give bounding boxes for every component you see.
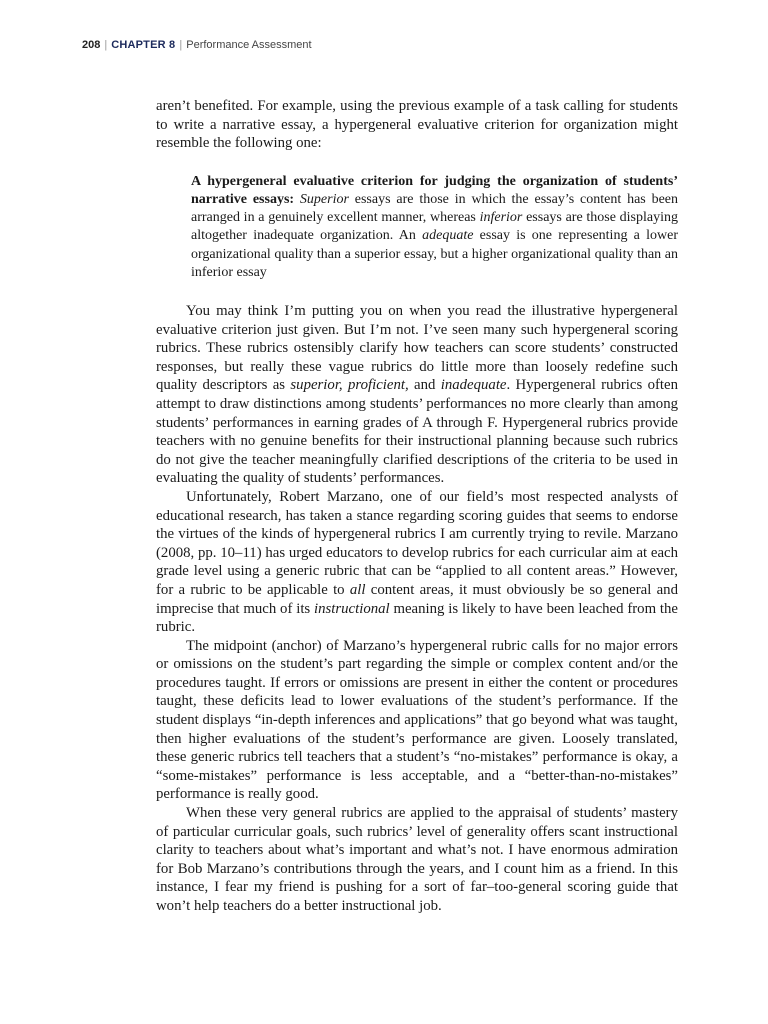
term-superior: Superior (299, 191, 349, 207)
running-head (82, 38, 312, 52)
extract-text-3: essay is one representing a lower organizational quality than a superior essay, but a higher organizational quality than an inferior essay (191, 228, 678, 280)
paragraph-text: The midpoint (anchor) of Marzano’s hypergeneral rubric calls for no major errors or omissions on the student’s part regarding the simple or complex content and/or the procedures taught. If errors or omissions are present in either the content or procedures taught, these deficits lead to lower evaluations of the student’s performance. If the student displays “in-depth inferences and applications” that go beyond what was taught, then higher evaluations of the student’s performance are given. Loosely translated, these generic rubrics tell teachers that a student’s “no-mistakes” performance is okay, a “some-mistakes” performance is less acceptable, and a “better-than-no-mistakes” performance is really good. (156, 637, 678, 803)
page-number: 208 (82, 39, 101, 51)
running-head-divider: | (104, 39, 108, 51)
italic-quality-descriptors: superior, proficient, (290, 377, 409, 394)
paragraph-marzano-stance (156, 488, 678, 637)
running-head-divider: | (179, 39, 183, 51)
paragraph-midpoint-anchor (156, 637, 678, 804)
extract-text-1: essays are those in which the essay’s content has been arranged in a genuinely excellent manner, whereas (191, 191, 679, 226)
extract-text-2: essays are those displaying altogether inadequate organization. An (191, 210, 678, 244)
rubric-example-extract (191, 173, 678, 282)
italic-all: all (349, 581, 366, 598)
intro-text: aren’t benefited. For example, using the previous example of a task calling for students to write a narrative essay, a hypergeneral evaluative criterion for organization might resemble the following one: (156, 98, 678, 152)
paragraph-text: meaning is likely to have been leached from the rubric. (156, 600, 678, 636)
italic-instructional: instructional (314, 600, 390, 617)
paragraph-text: Unfortunately, Robert Marzano, one of our field’s most respected analysts of educational research, has taken a stance regarding scoring guides that seems to endorse the virtues of the kinds of hypergeneral rubrics I am currently trying to revile. Marzano (2008, pp. 10–11) has urged educators to develop rubrics for each curricular aim at each grade level using a generic rubric that can be “applied to all content areas.” However, for a rubric to be applicable to (156, 488, 678, 598)
section-title: Performance Assessment (186, 39, 312, 51)
paragraph-hypergeneral-rubrics (156, 302, 678, 488)
paragraph-text: When these very general rubrics are applied to the appraisal of students’ mastery of particular curricular goals, such rubrics’ level of generality offers scant instructional clarity to teachers about what’s important and what’s not. I have enormous admiration for Bob Marzano’s contributions through the years, and I count him as a friend. In this instance, I fear my friend is pushing for a sort of far–too-general scoring guide that won’t help teachers do a better instructional job. (156, 805, 678, 914)
term-adequate: adequate (422, 228, 474, 244)
term-inferior: inferior (479, 210, 523, 226)
body-text (156, 97, 678, 916)
paragraph-text: and (408, 377, 441, 394)
chapter-label: CHAPTER 8 (111, 39, 176, 51)
paragraph-text: You may think I’m putting you on when you read the illustrative hypergeneral evaluative criterion just given. But I’m not. I’ve seen many such hypergeneral scoring rubrics. These rubrics ostensibly clarify how teachers can score students’ constructed responses, but really these vague rubrics do little more than loosely redefine such quality descriptors as (156, 303, 678, 394)
intro-paragraph (156, 97, 678, 153)
paragraph-text: content areas, it must obviously be so general and imprecise that much of its (156, 581, 678, 617)
paragraph-general-rubrics-applied (156, 804, 678, 916)
italic-inadequate: inadequate (440, 377, 507, 394)
extract-label: A hypergeneral evaluative criterion for judging the organization of students’ narrative essays: (191, 173, 678, 207)
paragraph-text: . Hypergeneral rubrics often attempt to draw distinctions among students’ performances no more clearly than among students’ performances in earning grades of A through F. Hypergeneral rubrics provide teachers with no genuine benefits for their instructional planning because such rubrics do not give the teacher meaningfully clarified descriptions of the criteria to be used in evaluating the quality of students’ performances. (156, 377, 679, 487)
